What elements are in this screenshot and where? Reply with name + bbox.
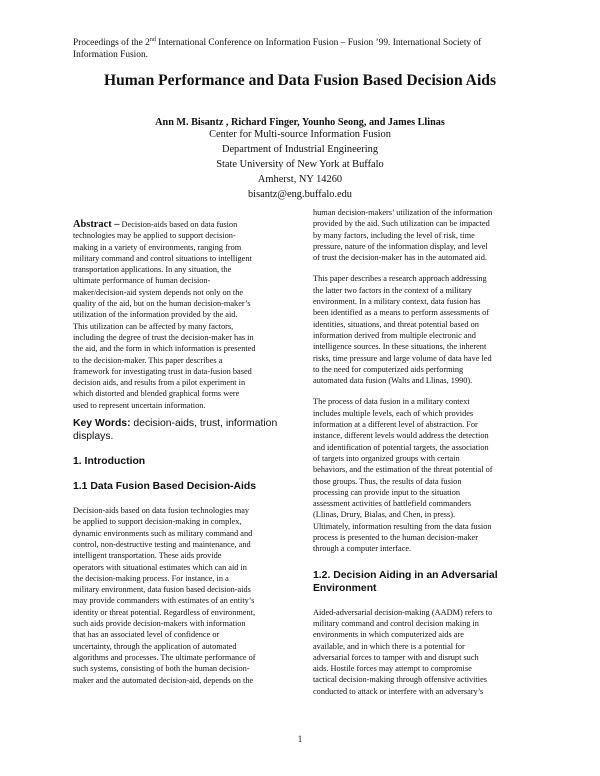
body-line: be applied to support decision-making in complex,	[73, 517, 242, 527]
body-line: those groups. Thus, the results of data fusion	[313, 476, 462, 486]
abstract-label: Abstract –	[73, 219, 120, 230]
paper-title: Human Performance and Data Fusion Based Decision Aids	[103, 72, 497, 89]
abstract-line: framework for investigating trust in data-fusion based	[73, 366, 252, 376]
abstract-line: Decision-aids based on data fusion	[121, 220, 238, 229]
abstract-line: the aid, and the form in which information is presented	[73, 344, 256, 354]
author-email: bisantz@eng.buffalo.edu	[247, 189, 353, 200]
abstract-line: making in a variety of environments, ranging from	[73, 242, 242, 252]
body-line: Decision-aids based on data fusion technologies may	[73, 506, 250, 516]
body-line: identity or threat potential. Regardless of environment,	[73, 607, 256, 617]
page-number: 1	[297, 734, 303, 744]
body-line: provided by the aid. Such utilization can be impacted	[313, 219, 490, 229]
body-line: instance, different levels would address the detection	[313, 431, 489, 441]
body-line: algorithms and processes. The ultimate performance of	[73, 652, 256, 662]
keywords	[73, 417, 303, 443]
abstract-line: quality of the aid, but on the human decision-maker’s	[73, 299, 251, 309]
body-line: Ultimately, information resulting from the data fusion	[313, 521, 492, 531]
body-line: The process of data fusion in a military context	[313, 397, 470, 407]
body-line: of trust the decision-maker has in the automated aid.	[313, 253, 487, 263]
body-line: Aided-adversarial decision-making (AADM) refers to	[313, 607, 493, 617]
right-paragraph-2	[313, 273, 543, 386]
section-heading-adversarial	[313, 569, 543, 595]
body-line: to the need for computerized aids performing	[313, 364, 464, 374]
proceedings-header	[73, 37, 533, 61]
body-line: such aids provide decision-makers with information	[73, 619, 246, 629]
body-line: may provide commanders with estimates of an entity’s	[73, 596, 255, 606]
body-line: military environment, data fusion based decision-aids	[73, 585, 251, 595]
abstract-line: to the decision-maker. This paper describes a	[73, 355, 223, 365]
right-paragraph-1	[313, 207, 543, 263]
body-line: identities, situations, and threat potential based on	[313, 319, 479, 329]
affiliation-line: Department of Industrial Engineering	[221, 144, 379, 155]
keywords-text: decision-aids, trust, information	[130, 418, 278, 430]
keywords-label: Key Words:	[73, 418, 131, 430]
body-line: uncertainty, through the application of automated	[73, 641, 237, 651]
body-line: dynamic environments such as military command and	[73, 528, 253, 538]
body-line: tactical decision-making through offensive activities	[313, 675, 488, 685]
body-line: of targets into organized groups with certain	[313, 453, 460, 463]
abstract-line: technologies may be applied to support decision-	[73, 231, 236, 241]
body-line: human decision-makers’ utilization of the information	[313, 208, 493, 217]
abstract	[73, 219, 303, 411]
abstract-line: This utilization can be affected by many factors,	[73, 321, 234, 331]
abstract-line: transportation applications. In any situation, the	[73, 265, 232, 275]
body-line: pressure, nature of the information display, and level	[313, 241, 488, 251]
body-line: behaviors, and the estimation of the threat potential of	[313, 465, 493, 475]
body-line: military command and control decision making in	[313, 618, 479, 628]
affiliation-block	[0, 127, 600, 202]
body-line: (Llinas, Drury, Bialas, and Chen, in press).	[313, 510, 456, 520]
header-text: Proceedings of the 2	[73, 38, 150, 48]
header-superscript: nd	[149, 36, 156, 43]
right-column	[313, 207, 543, 697]
body-line: environment. In a military context, data fusion has	[313, 297, 481, 307]
body-line: by many factors, including the level of risk, time	[313, 230, 475, 240]
section-heading-introduction: 1. Introduction	[73, 456, 146, 468]
body-line: operators with situational estimates which can aid in	[73, 562, 247, 572]
body-line: risks, time pressure and large volume of data have led	[313, 353, 492, 363]
abstract-line: military command and control situations to intelligent	[73, 253, 252, 263]
right-paragraph-4	[313, 607, 543, 697]
abstract-line: which distorted and blended graphical forms were	[73, 389, 240, 399]
body-line: assessment activities of battlefield commanders	[313, 499, 472, 509]
author-list: Ann M. Bisantz , Richard Finger, Younho Seong, and James Llinas	[155, 117, 445, 128]
section-heading-line: Environment	[313, 582, 377, 594]
abstract-line: utilization of the information provided by the aid.	[73, 310, 238, 320]
body-line: such systems, consisting of both the human decision-	[73, 664, 250, 674]
section-heading-line: 1.2. Decision Aiding in an Adversarial	[313, 569, 498, 581]
right-paragraph-3	[313, 396, 543, 554]
section-heading-data-fusion: 1.1 Data Fusion Based Decision-Aids	[73, 481, 257, 493]
header-text-cont: International Conference on Information Fusion – Fusion ’99. International Society of	[155, 38, 482, 48]
body-line: that has an associated level of confidence or	[73, 630, 220, 640]
body-line: the decision-making process. For instance, in a	[73, 573, 229, 583]
affiliation-line: Amherst, NY 14260	[257, 174, 343, 185]
body-line: been identified as a means to perform assessments of	[313, 308, 490, 318]
body-line: environments in which computerized aids are	[313, 630, 464, 640]
body-line: automated data fusion (Walts and Llinas, 1990).	[313, 376, 473, 386]
body-line: control, non-destructive testing and maintenance, and	[73, 539, 251, 549]
body-line: intelligence sources. In these situations, the inherent	[313, 342, 487, 352]
body-line: processing can provide input to the situation	[313, 487, 461, 497]
abstract-line: ultimate performance of human decision-	[73, 276, 211, 286]
body-line: and identification of potential targets, the association	[313, 442, 489, 452]
keywords-text-cont: displays.	[73, 431, 114, 443]
body-line: the latter two factors in the context of a military	[313, 285, 472, 295]
abstract-line: maker/decision-aid system depends not only on the	[73, 287, 244, 297]
header-line-2: Information Fusion.	[73, 50, 148, 60]
body-line: includes multiple levels, each of which provides	[313, 408, 474, 418]
abstract-line: including the degree of trust the decision-maker has in	[73, 332, 254, 342]
left-column	[73, 219, 303, 686]
body-line: conducted to attack or interfere with an adversary’s	[313, 686, 484, 696]
body-line: information at a different level of abstraction. For	[313, 420, 478, 430]
body-line: adversarial forces to tamper with and disrupt such	[313, 652, 479, 662]
body-line: through a computer interface.	[313, 544, 412, 554]
affiliation-line: Center for Multi-source Information Fusion	[209, 129, 391, 140]
body-line: intelligent transportation. These aids provide	[73, 551, 222, 561]
body-line: available, and in which there is a potential for	[313, 641, 465, 651]
body-line: information derived from multiple electronic and	[313, 330, 476, 340]
abstract-line: decision aids, and results from a pilot experiment in	[73, 378, 246, 388]
body-line: aids. Hostile forces may attempt to compromise	[313, 664, 472, 674]
abstract-line: used to represent uncertain information.	[73, 400, 206, 410]
body-line: maker and the automated decision-aid, depends on the	[73, 675, 254, 685]
intro-paragraph	[73, 505, 303, 686]
body-line: This paper describes a research approach addressing	[313, 274, 487, 284]
affiliation-line: State University of New York at Buffalo	[216, 159, 384, 170]
body-line: process is presented to the human decision-maker	[313, 533, 478, 543]
